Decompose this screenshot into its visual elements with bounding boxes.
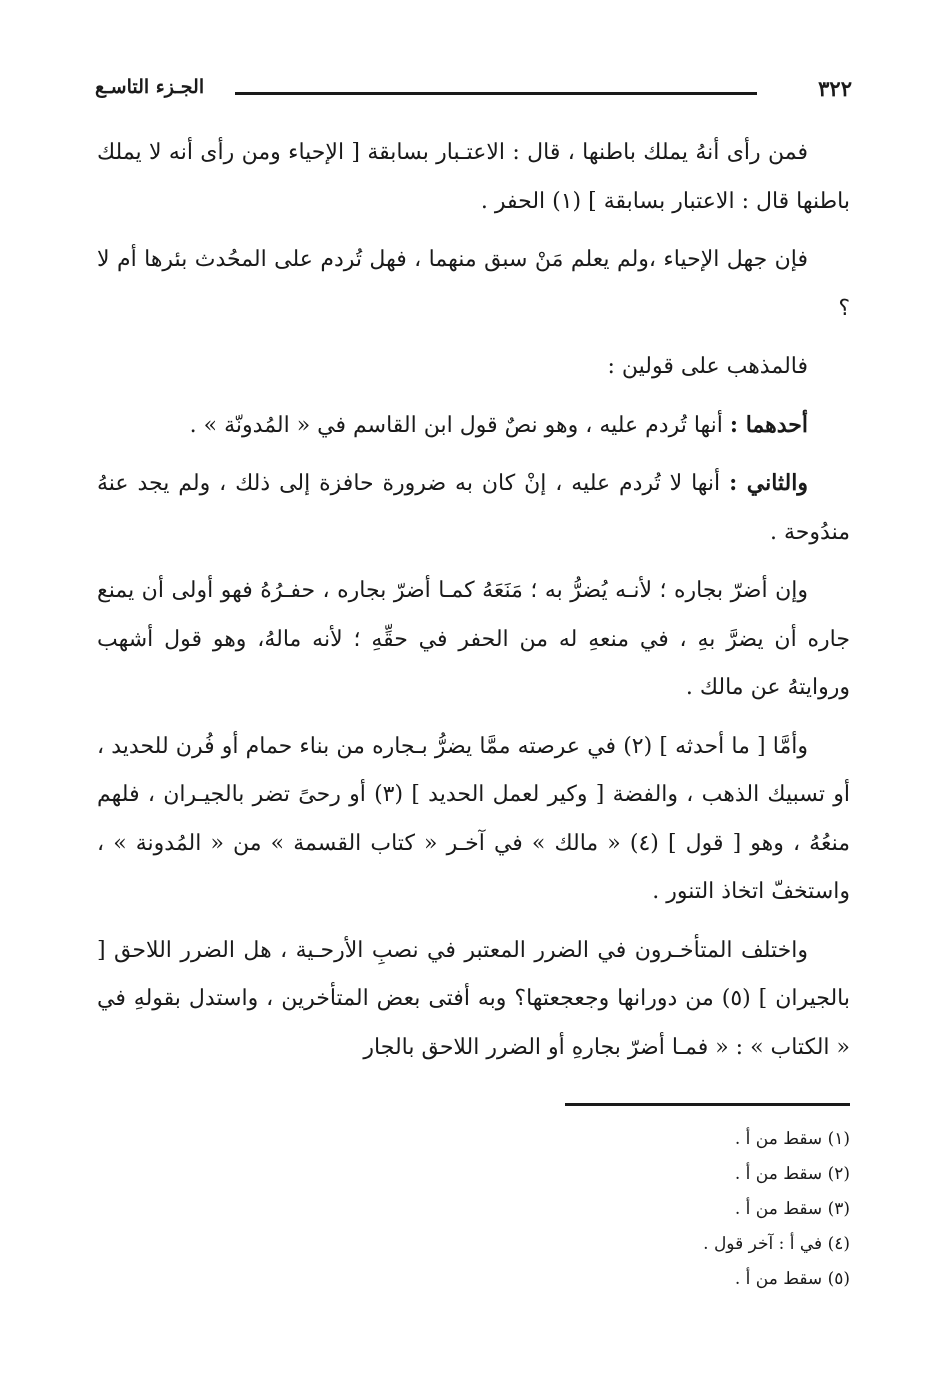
paragraph: وأمَّا [ ما أحدثه ] (٢) في عرصته ممَّا يضرُّ بـجاره من بناء حمام أو فُرن للحديد ، أو تسبيك الذهب ، والفضة [ وكير لعمل الحديد ] (٣) أو رحىً تضر بالجيـران ، فلهم منعُهُ ، وهو [ قول ] (٤) « مالك » في آخـر « كتاب القسمة » من « المُدونة » ، واستخفّ اتخاذ التنور . [97, 733, 850, 904]
page-number: ٣٢٢ [818, 76, 852, 101]
paragraph: واختلف المتأخـرون في الضرر المعتبر في نصبِ الأرحـية ، هل الضرر اللاحق [ بالجيران ] (٥) من دورانها وجعجعتها؟ وبه أفتى بعض المتأخرين ، واستدل بقولهِ في « الكتاب » : « فمـا أضرّ بجارهِ أو الضرر اللاحق بالجار [97, 937, 850, 1060]
footnote: (١) سقط من أ . [734, 1129, 850, 1149]
main-text [97, 128, 850, 1081]
footnote: (٤) في أ : آخر قول . [703, 1234, 850, 1254]
paragraph: والثاني : أنها لا تُردم عليه ، إنْ كان به ضرورة حافزة إلى ذلك ، ولم يجد عنهُ مندُوحة . [97, 470, 850, 545]
page-header [95, 76, 852, 110]
header-rule [235, 92, 757, 95]
footnote: (٣) سقط من أ . [734, 1199, 850, 1219]
footnotes [430, 1122, 850, 1297]
footnote: (٥) سقط من أ . [734, 1269, 850, 1289]
running-title: الجـزء التاسـع [95, 76, 205, 98]
footnote: (٢) سقط من أ . [734, 1164, 850, 1184]
paragraph: فمن رأى أنهُ يملك باطنها ، قال : الاعتـبار بسابقة [ الإحياء ومن رأى أنه لا يملك باطنها قال : الاعتبار بسابقة ] (١) الحفر . [97, 140, 850, 214]
footnote-rule [565, 1103, 850, 1106]
paragraph: وإن أضرّ بجاره ؛ لأنـه يُضرُّ به ؛ مَنَعَهُ كمـا أضرّ بجاره ، حفـرُهُ فهو أولى أن يمنع جاره أن يضرَّ بهِ ، في منعهِ له من الحفر في حقِّهِ ؛ لأنه مالهُ، وهو قول أشهب وروايتهُ عن مالك . [97, 578, 850, 700]
paragraph: فإن جهل الإحياء ،ولم يعلم مَنْ سبق منهما ، فهل تُردم على المحُدث بئرها أم لا ؟ [97, 247, 850, 321]
paragraph: أحدهما : أنها تُردم عليه ، وهو نصٌ قول ابن القاسم في « المُدونّة » . [189, 411, 808, 438]
paragraph: فالمذهب على قولين : [607, 354, 808, 379]
